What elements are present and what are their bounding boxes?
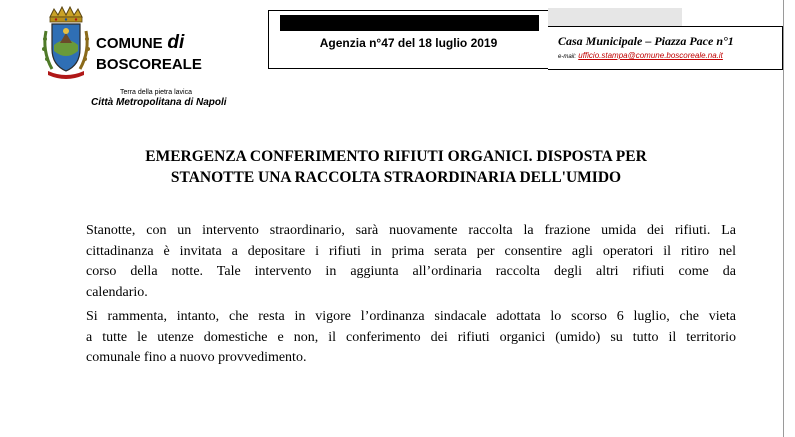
paragraph-line: calendario.: [86, 284, 148, 300]
email-line: [558, 51, 723, 60]
article-headline: [86, 146, 706, 188]
paragraph-line: comunale fino a nuovo provvedimento.: [86, 350, 307, 365]
paragraph-line: Stanotte, con un intervento straordinario, sarà nuovamente raccolta la frazione umida dei rifiuti. La: [86, 223, 736, 238]
metropolitan-city: Città Metropolitana di Napoli: [91, 97, 227, 108]
city-subtitle: Terra della pietra lavica: [120, 89, 192, 96]
email-link[interactable]: ufficio.stampa@comune.boscoreale.na.it: [578, 51, 723, 60]
paragraph-2: [86, 307, 736, 369]
di-word: di: [167, 32, 185, 53]
paragraph-1: [86, 221, 736, 303]
address-box: [548, 26, 783, 70]
paragraph-line: corso della notte. Tale intervento in aggiunta all’ordinaria raccolta degli altri rifiuti come da: [86, 264, 736, 279]
redaction-bar: [280, 15, 539, 31]
municipal-crest-icon: [40, 5, 92, 81]
paragraph-line: a tutte le utenze domestiche e non, il conferimento dei rifiuti organici (umido) su tutto il territorio: [86, 329, 736, 345]
address-header-strip: [548, 8, 682, 26]
paragraph-line: cittadinanza è invitata a depositare i rifiuti in prima serata per consentire agli operatori il ritiro nel: [86, 243, 736, 259]
agency-number: Agenzia n°47 del 18 luglio 2019: [319, 36, 498, 50]
paragraph-line: Si rammenta, intanto, che resta in vigore l’ordinanza sindacale adottata lo scorso 6 luglio, che vieta: [86, 309, 736, 324]
address-line: Casa Municipale – Piazza Pace n°1: [558, 34, 734, 48]
comune-di-heading: [96, 32, 184, 54]
email-label: e-mail:: [558, 54, 577, 60]
headline-line: STANOTTE UNA RACCOLTA STRAORDINARIA DELL'UMIDO: [170, 169, 622, 186]
headline-line: EMERGENZA CONFERIMENTO RIFIUTI ORGANICI. DISPOSTA PER: [145, 148, 647, 165]
comune-word: COMUNE: [96, 35, 163, 52]
city-name: BOSCOREALE: [96, 56, 202, 73]
page-edge-rule: [783, 0, 784, 437]
agency-box: [268, 10, 549, 69]
